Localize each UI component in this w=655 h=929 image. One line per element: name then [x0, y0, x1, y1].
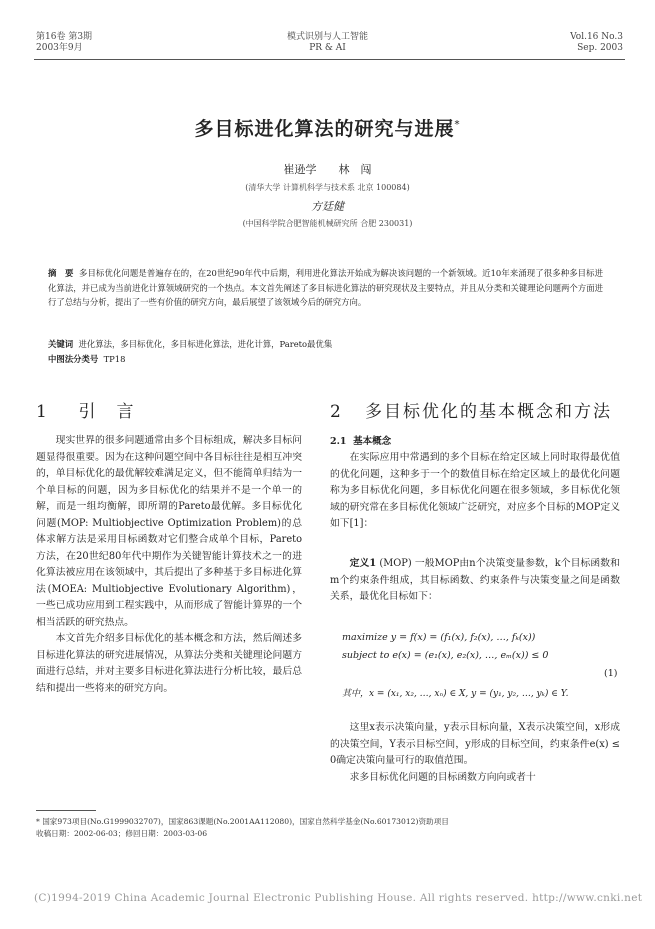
section-2-heading: [330, 397, 612, 422]
title-footnote-mark: *: [454, 119, 461, 131]
header-journal-abbr: PR & AI: [309, 43, 346, 53]
section-1-body: [36, 433, 302, 697]
section-1-heading: [36, 397, 135, 422]
definition-label: 定义1: [349, 558, 377, 569]
paper-title: [0, 114, 655, 141]
authors-secondary: 方廷健: [311, 200, 344, 213]
subsection-number: 2.1: [330, 436, 347, 447]
abstract-label: 摘 要: [48, 268, 74, 278]
authors-primary: 崔逊学 林 闯: [283, 163, 372, 176]
header-journal-name: 模式识别与人工智能: [286, 32, 368, 42]
footnote-dates: 收稿日期：2002-06-03；修回日期：2003-03-06: [36, 829, 208, 838]
definition-name: (MOP): [379, 558, 412, 569]
section-2-paragraph: 这里x表示决策向量，y表示目标向量，X表示决策空间，x形成的决策空间，Y表示目标空间，y形成的目标空间，约束条件e(x) ≤ 0确定决策向量可行的取值范围。: [330, 722, 620, 766]
equation-objective: maximize y = f(x) = (f₁(x), f₂(x), …, fₖ(x)): [342, 632, 536, 643]
equation-constraint: subject to e(x) = (e₁(x), e₂(x), …, eₘ(x)) ≤ 0: [342, 650, 549, 661]
definition-text: 一般MOP由n个决策变量参数，k个目标函数和m个约束条件组成，其目标函数、约束条件与决策变量之间是函数关系，最优化目标如下：: [330, 558, 620, 602]
header-journal: [0, 32, 655, 54]
equation-number: (1): [604, 668, 618, 679]
section-2-paragraph: 求多目标优化问题的目标函数方向向或者十: [349, 771, 536, 783]
section-1-paragraph: 本文首先介绍多目标优化的基本概念和方法，然后阐述多目标进化算法的研究进展情况，从算法分类和关键理论问题方面进行总结，并对主要多目标进化算法进行分析比较，最后总结和提出一些将来的研究方向。: [36, 633, 302, 694]
header-vol-en: [570, 32, 623, 54]
header-volume: 第16卷 第3期: [36, 32, 93, 42]
footnotes: [36, 816, 626, 840]
section-2-intro: [330, 450, 620, 533]
definition-1: [330, 556, 620, 606]
subsection-2-1-heading: [330, 433, 391, 447]
section-2-number: 2: [330, 402, 343, 422]
abstract: [48, 266, 603, 310]
section-1-paragraph: 现实世界的很多问题通常由多个目标组成，解决多目标问题显得很重要。因为在这种问题空间中各目标往往是相互冲突的，单目标优化的最优解较难满足定义，但不能简单归结为一个单目标的问题，因为多目标优化的结果并不是一个单一的解，而是一组均衡解，即所谓的Pareto最优解。多目标优化问题(MOP: Multiobjective Optimization Problem)的总体求解方法是采用目标函数对它们整合成单个目标，Pareto方法，在20世纪80年代中期作为关键智能计算技术之一的进化算法被应用在该领域中，其后提出了多种基于多目标进化算法(MOEA: Multiobjective Evolutionary Algorithm)，一些已成功应用到工程实践中，从而形成了智能计算界的一个相当活跃的研究热点。: [36, 435, 302, 628]
section-2-intro-text: 在实际应用中常遇到的多个目标在给定区域上同时取得最优值的优化问题，这种多于一个的数值目标在给定区域上的最优化问题称为多目标优化问题，多目标优化问题在很多领域，多目标优化领域的研究常在多目标优化领域广泛研究，对应多个目标的MOP定义如下[1]：: [330, 452, 620, 529]
clc-text: TP18: [103, 354, 126, 364]
equation-where: 其中，x = (x₁, x₂, …, xₙ) ∈ X, y = (y₁, y₂, …, yₖ) ∈ Y.: [342, 689, 569, 699]
clc-number: [48, 352, 603, 367]
header-date: 2003年9月: [36, 43, 83, 53]
paper-title-text: 多目标进化算法的研究与进展: [194, 118, 455, 140]
keywords-text: 进化算法，多目标优化，多目标进化算法，进化计算，Pareto最优集: [78, 339, 333, 349]
header-month: Sep. 2003: [577, 43, 623, 53]
copyright-footer: (C)1994-2019 China Academic Journal Electronic Publishing House. All rights reserved. http://www.cnki.net: [34, 892, 643, 904]
footnote-funding: * 国家973项目(No.G1999032707)，国家863课题(No.2001AA112080)，国家自然科学基金(No.60173012)资助项目: [36, 817, 449, 826]
abstract-text: 多目标优化问题是普遍存在的，在20世纪90年代中后期，利用进化算法开始成为解决该问题的一个新领域。近10年来涌现了很多种多目标进化算法，并已成为当前进化计算领域研究的一个热点。本文首先阐述了多目标进化算法的研究现状及主要特点，并且从分类和关键理论问题两个方面进行了总结与分析，提出了一些有价值的研究方向，最后展望了该领域今后的研究方向。: [48, 268, 604, 307]
affiliation-secondary: (中国科学院合肥智能机械研究所 合肥 230031): [242, 219, 413, 228]
section-1-title: 引 言: [78, 402, 136, 422]
affiliation-primary: (清华大学 计算机科学与技术系 北京 100084): [245, 183, 410, 192]
subsection-title: 基本概念: [353, 436, 392, 447]
footnote-rule: [36, 810, 96, 811]
header-vol-no: Vol.16 No.3: [570, 32, 623, 42]
section-2-title: 多目标优化的基本概念和方法: [365, 402, 613, 422]
header-rule: [34, 59, 625, 60]
keywords: [48, 337, 603, 352]
section-2-explanation: [330, 720, 620, 786]
keywords-label: 关键词: [48, 339, 74, 349]
section-1-number: 1: [36, 402, 49, 422]
clc-label: 中图法分类号: [48, 354, 99, 364]
